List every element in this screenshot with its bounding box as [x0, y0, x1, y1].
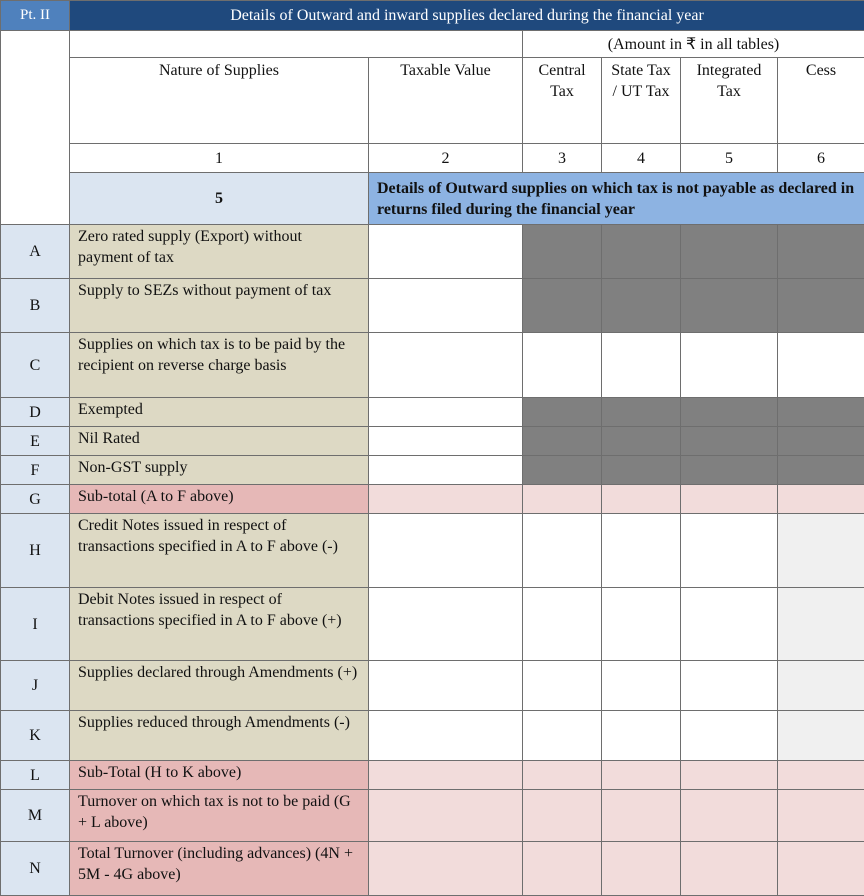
state-tax-cell[interactable]: [602, 588, 681, 661]
central-tax-cell[interactable]: [523, 514, 602, 588]
row-label: Debit Notes issued in respect of transactions specified in A to F above (+): [70, 588, 369, 661]
cess-cell: [778, 842, 864, 896]
part-label: Pt. II: [1, 1, 70, 31]
integrated-tax-cell[interactable]: [681, 711, 778, 761]
col-header-state-tax: State Tax / UT Tax: [602, 58, 681, 144]
table-row: [1, 842, 864, 896]
state-tax-cell[interactable]: [602, 514, 681, 588]
state-tax-cell: [602, 279, 681, 333]
taxable-value-cell: [369, 761, 523, 790]
table-title: Details of Outward and inward supplies declared during the financial year: [70, 1, 864, 31]
table-row: [1, 427, 864, 456]
integrated-tax-cell[interactable]: [681, 588, 778, 661]
state-tax-cell: [602, 761, 681, 790]
table-row: [1, 588, 864, 661]
row-id: B: [1, 279, 70, 333]
table-row: [1, 761, 864, 790]
taxable-value-cell[interactable]: [369, 333, 523, 398]
table-row: [1, 661, 864, 711]
row-id: D: [1, 398, 70, 427]
integrated-tax-cell: [681, 225, 778, 279]
central-tax-cell: [523, 456, 602, 485]
taxable-value-cell[interactable]: [369, 456, 523, 485]
state-tax-cell: [602, 842, 681, 896]
integrated-tax-cell: [681, 427, 778, 456]
state-tax-cell: [602, 427, 681, 456]
row-label: Supplies reduced through Amendments (-): [70, 711, 369, 761]
central-tax-cell: [523, 761, 602, 790]
col-number: 2: [369, 144, 523, 173]
taxable-value-cell: [369, 790, 523, 842]
cess-cell: [778, 279, 864, 333]
amount-note: (Amount in ₹ in all tables): [523, 31, 864, 58]
row-label: Non-GST supply: [70, 456, 369, 485]
row-id: K: [1, 711, 70, 761]
row-id: H: [1, 514, 70, 588]
row-label: Supply to SEZs without payment of tax: [70, 279, 369, 333]
taxable-value-cell[interactable]: [369, 279, 523, 333]
cess-cell: [778, 225, 864, 279]
central-tax-cell: [523, 485, 602, 514]
blank-cell: [70, 31, 523, 58]
row-id: J: [1, 661, 70, 711]
cess-cell: [778, 514, 864, 588]
taxable-value-cell[interactable]: [369, 514, 523, 588]
column-number-row: [1, 144, 864, 173]
central-tax-cell: [523, 225, 602, 279]
integrated-tax-cell: [681, 761, 778, 790]
integrated-tax-cell: [681, 485, 778, 514]
table-row: [1, 514, 864, 588]
col-number: 1: [70, 144, 369, 173]
state-tax-cell[interactable]: [602, 661, 681, 711]
row-id: A: [1, 225, 70, 279]
state-tax-cell: [602, 398, 681, 427]
row-id: E: [1, 427, 70, 456]
central-tax-cell[interactable]: [523, 661, 602, 711]
cess-cell: [778, 427, 864, 456]
taxable-value-cell[interactable]: [369, 661, 523, 711]
integrated-tax-cell: [681, 398, 778, 427]
taxable-value-cell[interactable]: [369, 427, 523, 456]
table-row: [1, 456, 864, 485]
taxable-value-cell[interactable]: [369, 711, 523, 761]
integrated-tax-cell[interactable]: [681, 661, 778, 711]
row-id: N: [1, 842, 70, 896]
integrated-tax-cell: [681, 279, 778, 333]
integrated-tax-cell: [681, 842, 778, 896]
row-label: Supplies on which tax is to be paid by the recipient on reverse charge basis: [70, 333, 369, 398]
col-header-taxable-value: Taxable Value: [369, 58, 523, 144]
col-header-central-tax: Central Tax: [523, 58, 602, 144]
state-tax-cell: [602, 225, 681, 279]
state-tax-cell[interactable]: [602, 333, 681, 398]
central-tax-cell: [523, 842, 602, 896]
column-header-row: [1, 58, 864, 144]
cess-cell: [778, 661, 864, 711]
row-id: I: [1, 588, 70, 661]
state-tax-cell[interactable]: [602, 711, 681, 761]
central-tax-cell: [523, 427, 602, 456]
section-title: Details of Outward supplies on which tax is not payable as declared in returns filed during the financial year: [369, 173, 864, 225]
title-row: [1, 1, 864, 31]
taxable-value-cell[interactable]: [369, 225, 523, 279]
central-tax-cell: [523, 790, 602, 842]
table-row: [1, 485, 864, 514]
col-number: 3: [523, 144, 602, 173]
taxable-value-cell: [369, 485, 523, 514]
table-row: [1, 225, 864, 279]
row-id: L: [1, 761, 70, 790]
integrated-tax-cell[interactable]: [681, 333, 778, 398]
section-number: 5: [70, 173, 369, 225]
row-label: Credit Notes issued in respect of transactions specified in A to F above (-): [70, 514, 369, 588]
cess-cell: [778, 485, 864, 514]
taxable-value-cell[interactable]: [369, 588, 523, 661]
taxable-value-cell[interactable]: [369, 398, 523, 427]
col-number: 6: [778, 144, 864, 173]
row-label: Sub-Total (H to K above): [70, 761, 369, 790]
row-label: Zero rated supply (Export) without payment of tax: [70, 225, 369, 279]
col-header-cess: Cess: [778, 58, 864, 144]
state-tax-cell: [602, 456, 681, 485]
row-label: Total Turnover (including advances) (4N + 5M - 4G above): [70, 842, 369, 896]
integrated-tax-cell[interactable]: [681, 514, 778, 588]
row-label: Sub-total (A to F above): [70, 485, 369, 514]
row-id: C: [1, 333, 70, 398]
table-row: [1, 279, 864, 333]
row-label: Exempted: [70, 398, 369, 427]
row-id: M: [1, 790, 70, 842]
section-row: [1, 173, 864, 225]
table-row: [1, 711, 864, 761]
col-number: 5: [681, 144, 778, 173]
table-row: [1, 333, 864, 398]
central-tax-cell: [523, 279, 602, 333]
col-header-integrated-tax: Integrated Tax: [681, 58, 778, 144]
taxable-value-cell: [369, 842, 523, 896]
integrated-tax-cell: [681, 790, 778, 842]
row-label: Nil Rated: [70, 427, 369, 456]
state-tax-cell: [602, 485, 681, 514]
table-row: [1, 398, 864, 427]
central-tax-cell[interactable]: [523, 588, 602, 661]
central-tax-cell[interactable]: [523, 333, 602, 398]
cess-cell: [778, 711, 864, 761]
col-header-nature: Nature of Supplies: [70, 58, 369, 144]
cess-cell[interactable]: [778, 333, 864, 398]
cess-cell: [778, 761, 864, 790]
cess-cell: [778, 456, 864, 485]
amount-row: [1, 31, 864, 58]
row-id: F: [1, 456, 70, 485]
cess-cell: [778, 790, 864, 842]
cess-cell: [778, 588, 864, 661]
col-number: 4: [602, 144, 681, 173]
blank-corner: [1, 31, 70, 225]
table-row: [1, 790, 864, 842]
row-id: G: [1, 485, 70, 514]
state-tax-cell: [602, 790, 681, 842]
row-label: Turnover on which tax is not to be paid (G + L above): [70, 790, 369, 842]
cess-cell: [778, 398, 864, 427]
central-tax-cell[interactable]: [523, 711, 602, 761]
integrated-tax-cell: [681, 456, 778, 485]
row-label: Supplies declared through Amendments (+): [70, 661, 369, 711]
central-tax-cell: [523, 398, 602, 427]
